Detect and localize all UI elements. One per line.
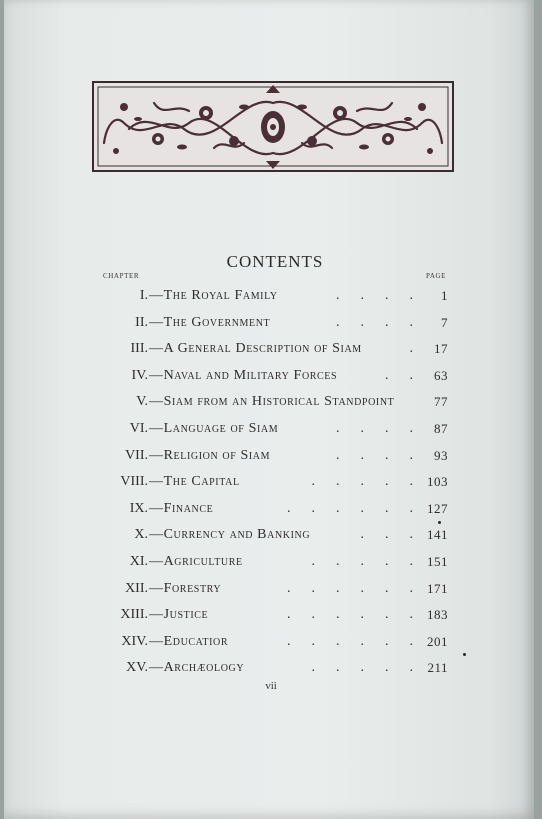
leader-dots: . . . . xyxy=(336,421,413,436)
page-number: 1 xyxy=(441,288,448,303)
leader-dots: . xyxy=(409,341,413,357)
chapter-title: —Finance xyxy=(149,500,214,516)
page-number: 93 xyxy=(434,447,448,463)
contents-heading: CONTENTS xyxy=(226,252,324,271)
page-number: 127 xyxy=(427,500,448,516)
toc-entry xyxy=(0,419,542,439)
ink-speck xyxy=(438,521,441,524)
page-number: 17 xyxy=(434,341,448,357)
chapter-title: —Agriculture xyxy=(149,554,243,569)
chapter-title: —Naval and Military Forces xyxy=(149,367,338,383)
chapter-title: —Currency and Banking xyxy=(149,527,311,543)
toc-entry xyxy=(0,472,542,492)
leader-dots: . . . . . xyxy=(311,554,413,569)
toc-entry xyxy=(0,366,542,386)
ornamental-headpiece xyxy=(92,81,454,172)
page-number: 77 xyxy=(434,394,448,410)
chapter-title: —The Capital xyxy=(149,474,240,490)
chapter-number: VIII. xyxy=(120,474,148,490)
toc-entry xyxy=(0,525,542,545)
chapter-number: II. xyxy=(135,314,148,330)
chapter-number: VII. xyxy=(125,447,148,463)
toc-entry xyxy=(0,286,542,306)
chapter-title: —Educatior xyxy=(149,633,229,649)
leader-dots: . . . . . . xyxy=(287,580,413,596)
floral-ornament-icon xyxy=(94,83,452,170)
leader-dots: . . . . . . xyxy=(287,607,413,623)
leader-dots: . . . . xyxy=(336,447,413,463)
chapter-number: IV. xyxy=(131,367,148,383)
chapter-number: XIII. xyxy=(120,607,148,623)
chapter-title: —Language of Siam xyxy=(149,421,279,436)
chapter-title: —Archæology xyxy=(149,660,245,676)
leader-dots: . . . . . . xyxy=(287,633,413,649)
page-number: 87 xyxy=(434,421,448,436)
chapter-title: —The Government xyxy=(149,314,271,330)
toc-entry xyxy=(0,313,542,333)
leader-dots: . . . . . xyxy=(311,474,413,490)
toc-entry xyxy=(0,552,542,572)
page-number: 151 xyxy=(427,554,448,569)
leader-dots: . . . . xyxy=(336,314,413,330)
leader-dots: . . . . xyxy=(336,288,413,303)
toc-entry xyxy=(0,446,542,466)
chapter-number: III. xyxy=(130,341,148,357)
page-number: 201 xyxy=(427,633,448,649)
chapter-number: XII. xyxy=(125,580,148,596)
chapter-number: IX. xyxy=(129,500,148,516)
chapter-number: VI. xyxy=(129,421,148,436)
ink-speck xyxy=(463,653,466,656)
page-number: 141 xyxy=(427,527,448,543)
chapter-column-label: CHAPTER xyxy=(103,272,140,280)
page-number: 7 xyxy=(441,314,448,330)
chapter-number: XI. xyxy=(129,554,148,569)
page-column-label: PAGE xyxy=(426,272,447,280)
toc-entry xyxy=(0,605,542,625)
toc-entry xyxy=(0,392,542,412)
chapter-title: —Siam from an Historical Standpoint xyxy=(149,394,395,410)
chapter-number: V. xyxy=(136,394,148,410)
page-folio: vii xyxy=(265,680,277,692)
chapter-title: —The Royal Family xyxy=(149,288,278,303)
page-number: 103 xyxy=(427,474,448,490)
page-number: 171 xyxy=(427,580,448,596)
toc-entry xyxy=(0,579,542,599)
chapter-title: —Religion of Siam xyxy=(149,447,271,463)
chapter-title: —Justice xyxy=(149,607,209,623)
leader-dots: . . . . . . xyxy=(287,500,413,516)
chapter-number: XV. xyxy=(126,660,148,676)
toc-entry xyxy=(0,499,542,519)
chapter-title: —A General Description of Siam xyxy=(149,341,362,357)
leader-dots: . . xyxy=(385,367,413,383)
leader-dots: . . . . . xyxy=(311,660,413,676)
toc-entry xyxy=(0,658,542,678)
page-number: 183 xyxy=(427,607,448,623)
chapter-number: XIV. xyxy=(121,633,148,649)
page-number: 211 xyxy=(427,660,448,676)
toc-entry xyxy=(0,632,542,652)
chapter-number: X. xyxy=(134,527,148,543)
leader-dots: . . . xyxy=(360,527,413,543)
chapter-number: I. xyxy=(139,288,148,303)
page-number: 63 xyxy=(434,367,448,383)
toc-entry xyxy=(0,339,542,359)
chapter-title: —Forestry xyxy=(149,580,222,596)
